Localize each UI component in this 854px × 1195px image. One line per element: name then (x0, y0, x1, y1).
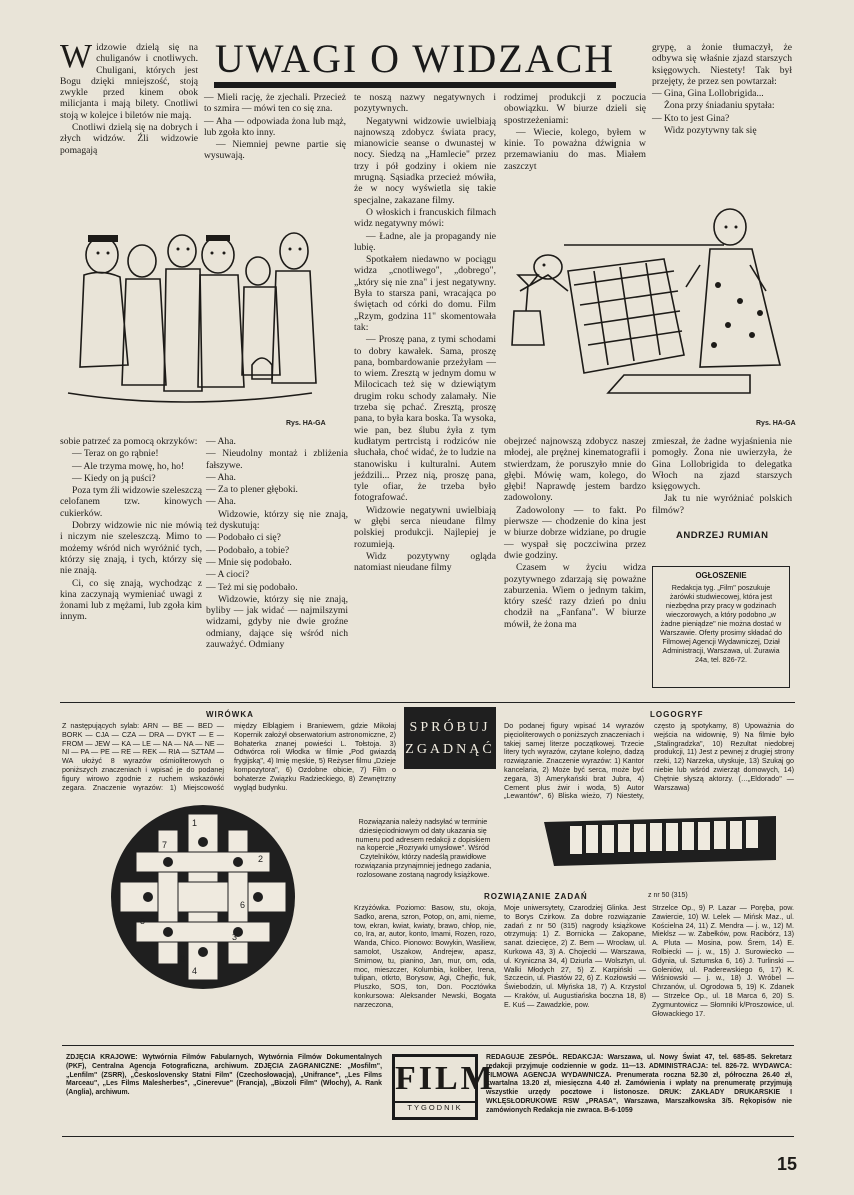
announcement-title: OGŁOSZENIE (695, 571, 747, 580)
article-col4-bottom (504, 436, 646, 631)
bedroom-illustration (504, 205, 792, 417)
illustration-caption: Rys. HA-GA (286, 420, 326, 427)
paragraph: Widz pozytywny tak się (664, 125, 757, 137)
illustration-caption: Rys. HA-GA (756, 420, 796, 427)
svg-text:7: 7 (162, 840, 168, 850)
paragraph: — Proszę pana, z tymi schodami to dobry kawałek. Sama, proszę pana, bombardowanie przeżyłam — to wiem. Zresztą w jednym domu w Milocicach też się w dziewiątym drugim roku schody zalamały. Nie trzeba się pchać. Zresztą, proszę pana, to była kara boska. Ta wysoka, wie pan, bez ślubu żyła z tym kudłatym pertrcistą i rodziców nie słuchała, choć widać, że to ludzie na stanowisku i kulturalni. Autem jeździli... Przez nią, proszę pana, tyle ofiar, że trzeba było fotografować. (354, 334, 496, 504)
svg-text:5: 5 (140, 916, 146, 926)
paragraph: — Kto to jest Gina? (652, 112, 730, 124)
paragraph: — Mnie się podobało. (206, 556, 292, 568)
drop-cap: W (60, 38, 93, 75)
article-col4-top (504, 92, 646, 173)
wirowka-text: Z następujących sylab: ARN — BE — BED — BORK — CJA — CZA — DRA — DYKT — E — FROM — JEW — KA — LE — NA — NA — NE — NI — PA — PE — RE — REK — RIA — SZTAM — WA ułożyć 8 wyrazów ośmioliterowych o poniższych znaczeniach i wpisać je do podanej figury wirowo zgodnie z ruchem wskazówki zegara. Znaczenie wyrazów: 1) Miejscowość między Elblągiem i Braniewem, gdzie Mikołaj Kopernik założył obserwatorium astronomiczne, 2) Bohaterka znanej powieści L. Tołstoja. 3) Odtwórca roli Włodka w filmie „Pod gwiazdą frygijską", 4) Imię męskie, 5) Reżyser filmu „Dzieje kompozytora", 6) Ozdobne obicie, 7) Film o bohaterze Związku Radzieckiego, 8) Zewnętrzny wygląd budynku. (62, 721, 396, 792)
paragraph: — Mieli rację, że zjechali. Przecież to szmira — mówi ten co się zna. (204, 92, 346, 115)
paragraph: — Nieudolny montaż i zbliżenia fałszywe. (206, 448, 348, 471)
paragraph: O włoskich i francuskich filmach widz negatywny mówi: (354, 206, 496, 230)
solutions-title: ROZWIĄZANIE ZADAŃ (484, 892, 588, 901)
paragraph: — Za to plener głęboki. (206, 484, 298, 496)
paragraph: — Ładne, ale ja propagandy nie lubię. (354, 230, 496, 253)
paragraph: — Kiedy on ją puści? (72, 472, 156, 484)
article-col1-bottom (60, 436, 202, 624)
colophon-editorial: REDAGUJE ZESPÓŁ. REDAKCJA: Warszawa, ul. Nowy Świat 47, tel. 685-85. Sekretarz redakcji przyjmuje codziennie w godz. 11—13. ADMINISTRACJA: tel. 826-72. WYDAWCA: FILMOWA AGENCJA WYDAWNICZA. Prenumerata roczna 52.30 zł, półroczna 26.40 zł, kwartalna 13.20 zł, miesięczna 4.40 zł. Zamówienia i wpłaty na prenumeratę przyjmują wszystkie urzędy pocztowe i listonosze. DRUK: ZAKŁADY DRUKARSKIE I WKLĘSŁODRUKOWE RSW „PRASA", Warszawa, Marszałkowska 3/5. Rękopisów nie zamówionych Redakcja nie zwraca. B-6-1059 (486, 1054, 792, 1114)
logogryf-text: Do podanej figury wpisać 14 wyrazów pięcioliterowych o poniższych znaczeniach i takiej samej literze początkowej. Trzecie litery tych wyrazów, czytane kolejno, dadzą rozwiązanie. Znaczenie wyrazów: 1) Kantor kancelaria, 2) Może być serca, może być zegara, 3) Amerykański brat Jubra, 4) Cement plus żwir i woda, 5) Autor „Lewantów", 6) Bliska wieżo, 7) Niestety, często ją spotykamy, 8) Upoważnia do wejścia na widownię, 9) Na filmie było „Stalingradzka", 10) Rezultat niedobrej produkcji, 11) Jest z pewnej z drugiej strony rzeki, 12) Narzeka, utyskuje, 13) Szukaj go niebie lub wśród zwierząt domowych, 14) Chętnie słyszą aktorzy. (…„Eldorado" — Warszawa) (504, 721, 794, 801)
svg-text:1: 1 (192, 818, 198, 828)
svg-text:4: 4 (192, 966, 198, 976)
wirowka-title: WIRÓWKA (206, 710, 254, 719)
wirowka-grid (108, 802, 298, 992)
paragraph: — Też mi się podobało. (206, 581, 298, 593)
paragraph: Spotkałem niedawno w pociągu widza „cnotliwego", „dobrego", „który się nie zna" i jest negatywny. Była to starsza pani, wracająca po świętach od córki do domu. Film „Rzym, godzina 11" skomentowała tak: (354, 254, 496, 333)
article-col5-top (652, 42, 792, 137)
announcement-box (652, 566, 790, 688)
paragraph: — Aha. (206, 436, 236, 447)
rozwiazania-note: Rozwiązania należy nadsyłać w terminie dziesięciodniowym od daty ukazania się numeru pod adresem redakcji z dopiskiem na kopercie „Rozrywki umysłowe". Wśród Czytelników, którzy nadeślą prawidłowe rozwiązania przynajmniej jednego zadania, rozlosowane zostaną nagrody książkowe. (354, 817, 492, 879)
paragraph: Widzowie, którzy się nie znają, też dyskutują: (206, 508, 348, 532)
paragraph: — Podobało ci się? (206, 532, 281, 544)
announcement-body: Redakcja tyg. „Film" poszukuje żarówki studwiecowej, która jest niezbędna przy pracy w godzinach wieczorowych, a który podobno „w żadne pieniądze" nie można dostać w Warszawie. Oferty prosimy składać do Filmowej Agencji Wydawniczej, Dział Administracji, Warszawa, ul. Żurawia 24a, tel. 826-72. (660, 583, 782, 664)
paragraph: Żona przy śniadaniu spytała: (664, 100, 775, 112)
svg-text:8: 8 (180, 954, 186, 964)
paragraph: Zadowolony — to fakt. Po pierwsze — chodzenie do kina jest w biurze dobrze widziane, po drugie — wyspał się poczciwina przez dwie godziny. (504, 504, 646, 561)
paragraph: — Niemniej pewne partie się wysuwają. (204, 139, 346, 162)
paragraph: idzowie dzielą się na chuliganów i cnotliwych. Chuligani, których jest Bogu dzięki mniejszość, stoją zwykle przed kinem obok milicjanta i mają bilety. Cnotliwi stoją w kolejce i biletów nie mają. (60, 42, 198, 121)
paragraph: Poza tym źli widzowie szeleszczą celofanem tzw. kinowych cukierków. (60, 485, 202, 519)
svg-text:3: 3 (232, 932, 238, 942)
paragraph: — Wiecie, kolego, byłem w kinie. To poważna dźwignia w przemawianiu do mas. Miałem zaszczyt (504, 126, 646, 172)
solutions-col1: Krzyżówka. Poziomo: Basow, stu, okoja, Sadko, arena, szron, Potop, on, ami, nieme, tow, ekran, kwiat, kwiaty, brawo, chłop, nie, co, Ira, ar, autor, konto, Imami, Rozen, rozo, Wanda, Chico. Pionowo: Bowykin, Wasiliew, samolot, Uszakow, Andrejew, apasz, Smirnow, tu, pianino, Jan, mur, om, oda, moc, mieszczer, Kolumbia, koliber, Irena, tulipan, otkrto, Borysow, Agi, Chejfic, fuk, Pluszko, SOS, ton, Don. Pocztówka konkursowa: Aleksander Newski, Bogata narzeczona, (354, 903, 496, 1009)
colophon-photo-credits: ZDJĘCIA KRAJOWE: Wytwórnia Filmów Fabularnych, Wytwórnia Filmów Dokumentalnych (PKF), Centralna Agencja Fotograficzna, archiwum. ZDJĘCIA ZAGRANICZNE: „Mosfilm", „Lenfilm" (ZSRR), „Československy Statni Film" (Czechosłowacja), „Unifrance", „Les Films Marceau", „Les Films Malesherbes", „Cinerevue" (Francja), „Bixzoli Film" (Włochy), A. Rank (Anglia), archiwum. (66, 1054, 382, 1097)
paragraph: Widzowie, którzy się nie znają, byliby — jak widać — najmilszymi widzami, gdyby nie dwie groźne odmiany, dające się wśród nich zauważyć. Odmiany (206, 593, 348, 651)
solutions-number: z nr 50 (315) (648, 892, 688, 899)
paragraph: — Podobało, a tobie? (206, 544, 290, 556)
paragraph: Dobrzy widzowie nic nie mówią i niczym nie szeleszczą. Mimo to możemy wśród nich wyróżnić tych, którzy się znają, i tych, którzy się nie znają. (60, 520, 202, 577)
svg-text:6: 6 (240, 900, 246, 910)
solutions-col2: Moje uniwersytety, Czarodziej Glinka. Jest to Borys Czirkow. Za dobre rozwiązanie zadań z nr 50 (315) nagrody książkowe otrzymują: 1) Z. Bornicka — Zakopane, sanat. dziecięce, 2) Z. Bem — Wrocław, ul. Kurkowa 43, 3) A. Chojecki — Warszawa, ul. Kryniczna 34, 4) Dziurla — Wolsztyn, ul. Walki Młodych 27, 5) Z. Karpiński — Szczecin, ul. Piastów 22, 6) Z. Kozłowski — Świebodzin, ul. Młyńska 18, 7) A. Krzystol — Kraków, ul. Augustiańska boczna 18, 8) E. Kuś — Zawadzkie, pow. (504, 903, 646, 1009)
section-divider (60, 702, 795, 703)
paragraph: Cnotliwi dzielą się na dobrych i złych widzów. Źli widzowie pomagają (60, 122, 198, 156)
article-col5-bottom (652, 436, 792, 517)
paragraph: Negatywni widzowie uwielbiają najnowszą zdobycz świata pracy, mianowicie seanse o dwunastej w nocy. Siedzą na „Hamlecie" przez trzy i pół godziny i okiem nie mrugną. Sąsiadka przecież mówiła, że w nocy wyświetla się takie specjalne, zakazane filmy. (354, 115, 496, 206)
paragraph: — A cioci? (206, 569, 250, 581)
article-col2-top (204, 92, 346, 163)
paragraph: — Gina, Gina Lollobrigida... (652, 88, 764, 100)
film-logo (392, 1054, 496, 1120)
banner-line1: SPRÓBUJ (409, 720, 491, 735)
solutions-col3: Strzelce Op., 9) P. Lazar — Poręba, pow. Zawiercie, 10) W. Lelek — Mińsk Maz., ul. Kościelna 24, 11) Z. Mendra — j. w., 12) M. Mieklsz — w. Zabełków, pow. Racibórz, 13) A. Pluta — Mosina, pow. Śrem, 14) E. Rolbiecki — j. w., 15) J. Surowiecko — Gdynia, ul. Sztumska 6, 16) J. Turlinski — Goleniów, ul. Paderewskiego 6, 17) K. Wiśniowski — j. w., 18) J. Wróbel — Chrzanów, ul. Ogrodowa 5, 19) K. Zdanek — Strzelce Op., ul. 18 Marca 6, 20) S. Zygmuntowicz — Słomniki k/Proszowice, ul. Głowackiego 17. (652, 903, 794, 1018)
article-title: UWAGI O WIDZACH (214, 36, 616, 81)
article-col3 (354, 92, 496, 574)
paragraph: Czasem w życiu widza pozytywnego zdarzają się poważne zaburzenia. Wiem o jednym takim, który sześć razy dzień po dniu chodził na „Fanfana". W biurze mówił, że żona ma (504, 562, 646, 630)
title-rule (214, 82, 616, 88)
sprobuj-zgadnac-banner (404, 707, 496, 769)
film-logo-text: FILM (395, 1060, 496, 1097)
paragraph: Widzowie negatywni uwielbiają w głębi serca nieudane filmy polskiej produkcji. Najlepiej je rozumieją. (354, 504, 496, 550)
article-col2-bottom (206, 436, 348, 651)
logogryf-grid (540, 812, 780, 870)
paragraph: rodzimej produkcji z poczucia obowiązku. W biurze dzieli się spostrzeżeniami: (504, 92, 646, 126)
paragraph: Ci, co się znają, wychodząc z kina zaczynają wymieniać uwagi z żonami lub z mężami, lub zgoła kim innym. (60, 577, 202, 623)
paragraph: grypę, a żonie tłumaczył, że odbywa się właśnie zjazd starszych księgowych. Niestety! Tak był przejęty, że przez sen powtarzał: (652, 42, 792, 87)
paragraph: Widz pozytywny ogląda natomiast nieudane filmy (354, 550, 496, 574)
article-author: ANDRZEJ RUMIAN (676, 530, 769, 541)
paragraph: — Aha. (206, 471, 236, 483)
paragraph: te noszą nazwy negatywnych i pozytywnych. (354, 92, 496, 115)
banner-line2: ZGADNĄĆ (405, 742, 495, 757)
svg-text:2: 2 (258, 854, 264, 864)
paragraph: sobie patrzeć za pomocą okrzyków: (60, 436, 198, 447)
paragraph: Jak tu nie wyróżniać polskich filmów? (652, 493, 792, 516)
paragraph: — Teraz on go rąbnie! (72, 448, 159, 460)
article-col1-top (60, 38, 198, 157)
paragraph: — Ale trzyma mowę, ho, ho! (72, 460, 185, 472)
page-number: 15 (777, 1154, 798, 1174)
queue-illustration (62, 215, 320, 417)
paragraph: — Aha — odpowiada żona lub mąż, lub zgoła kto inny. (204, 115, 346, 138)
paragraph: — Aha. (206, 496, 236, 508)
film-logo-subtitle: TYGODNIK (395, 1101, 475, 1112)
paragraph: zmieszał, że żadne wyjaśnienia nie pomogły. Żona nie uwierzyła, że Gina Lollobrigida to delegatka Włoch na zjazd starszych księgowych. (652, 436, 792, 493)
paragraph: obejrzeć najnowszą zdobycz naszej młodej, ale prężnej kinematografii i stwierdzam, że poruszyło mnie do głębi. Mówię wam, kolego, do głębi! Naprawdę jestem bardzo zadowolony. (504, 436, 646, 504)
logogryf-title: LOGOGRYF (650, 710, 704, 719)
